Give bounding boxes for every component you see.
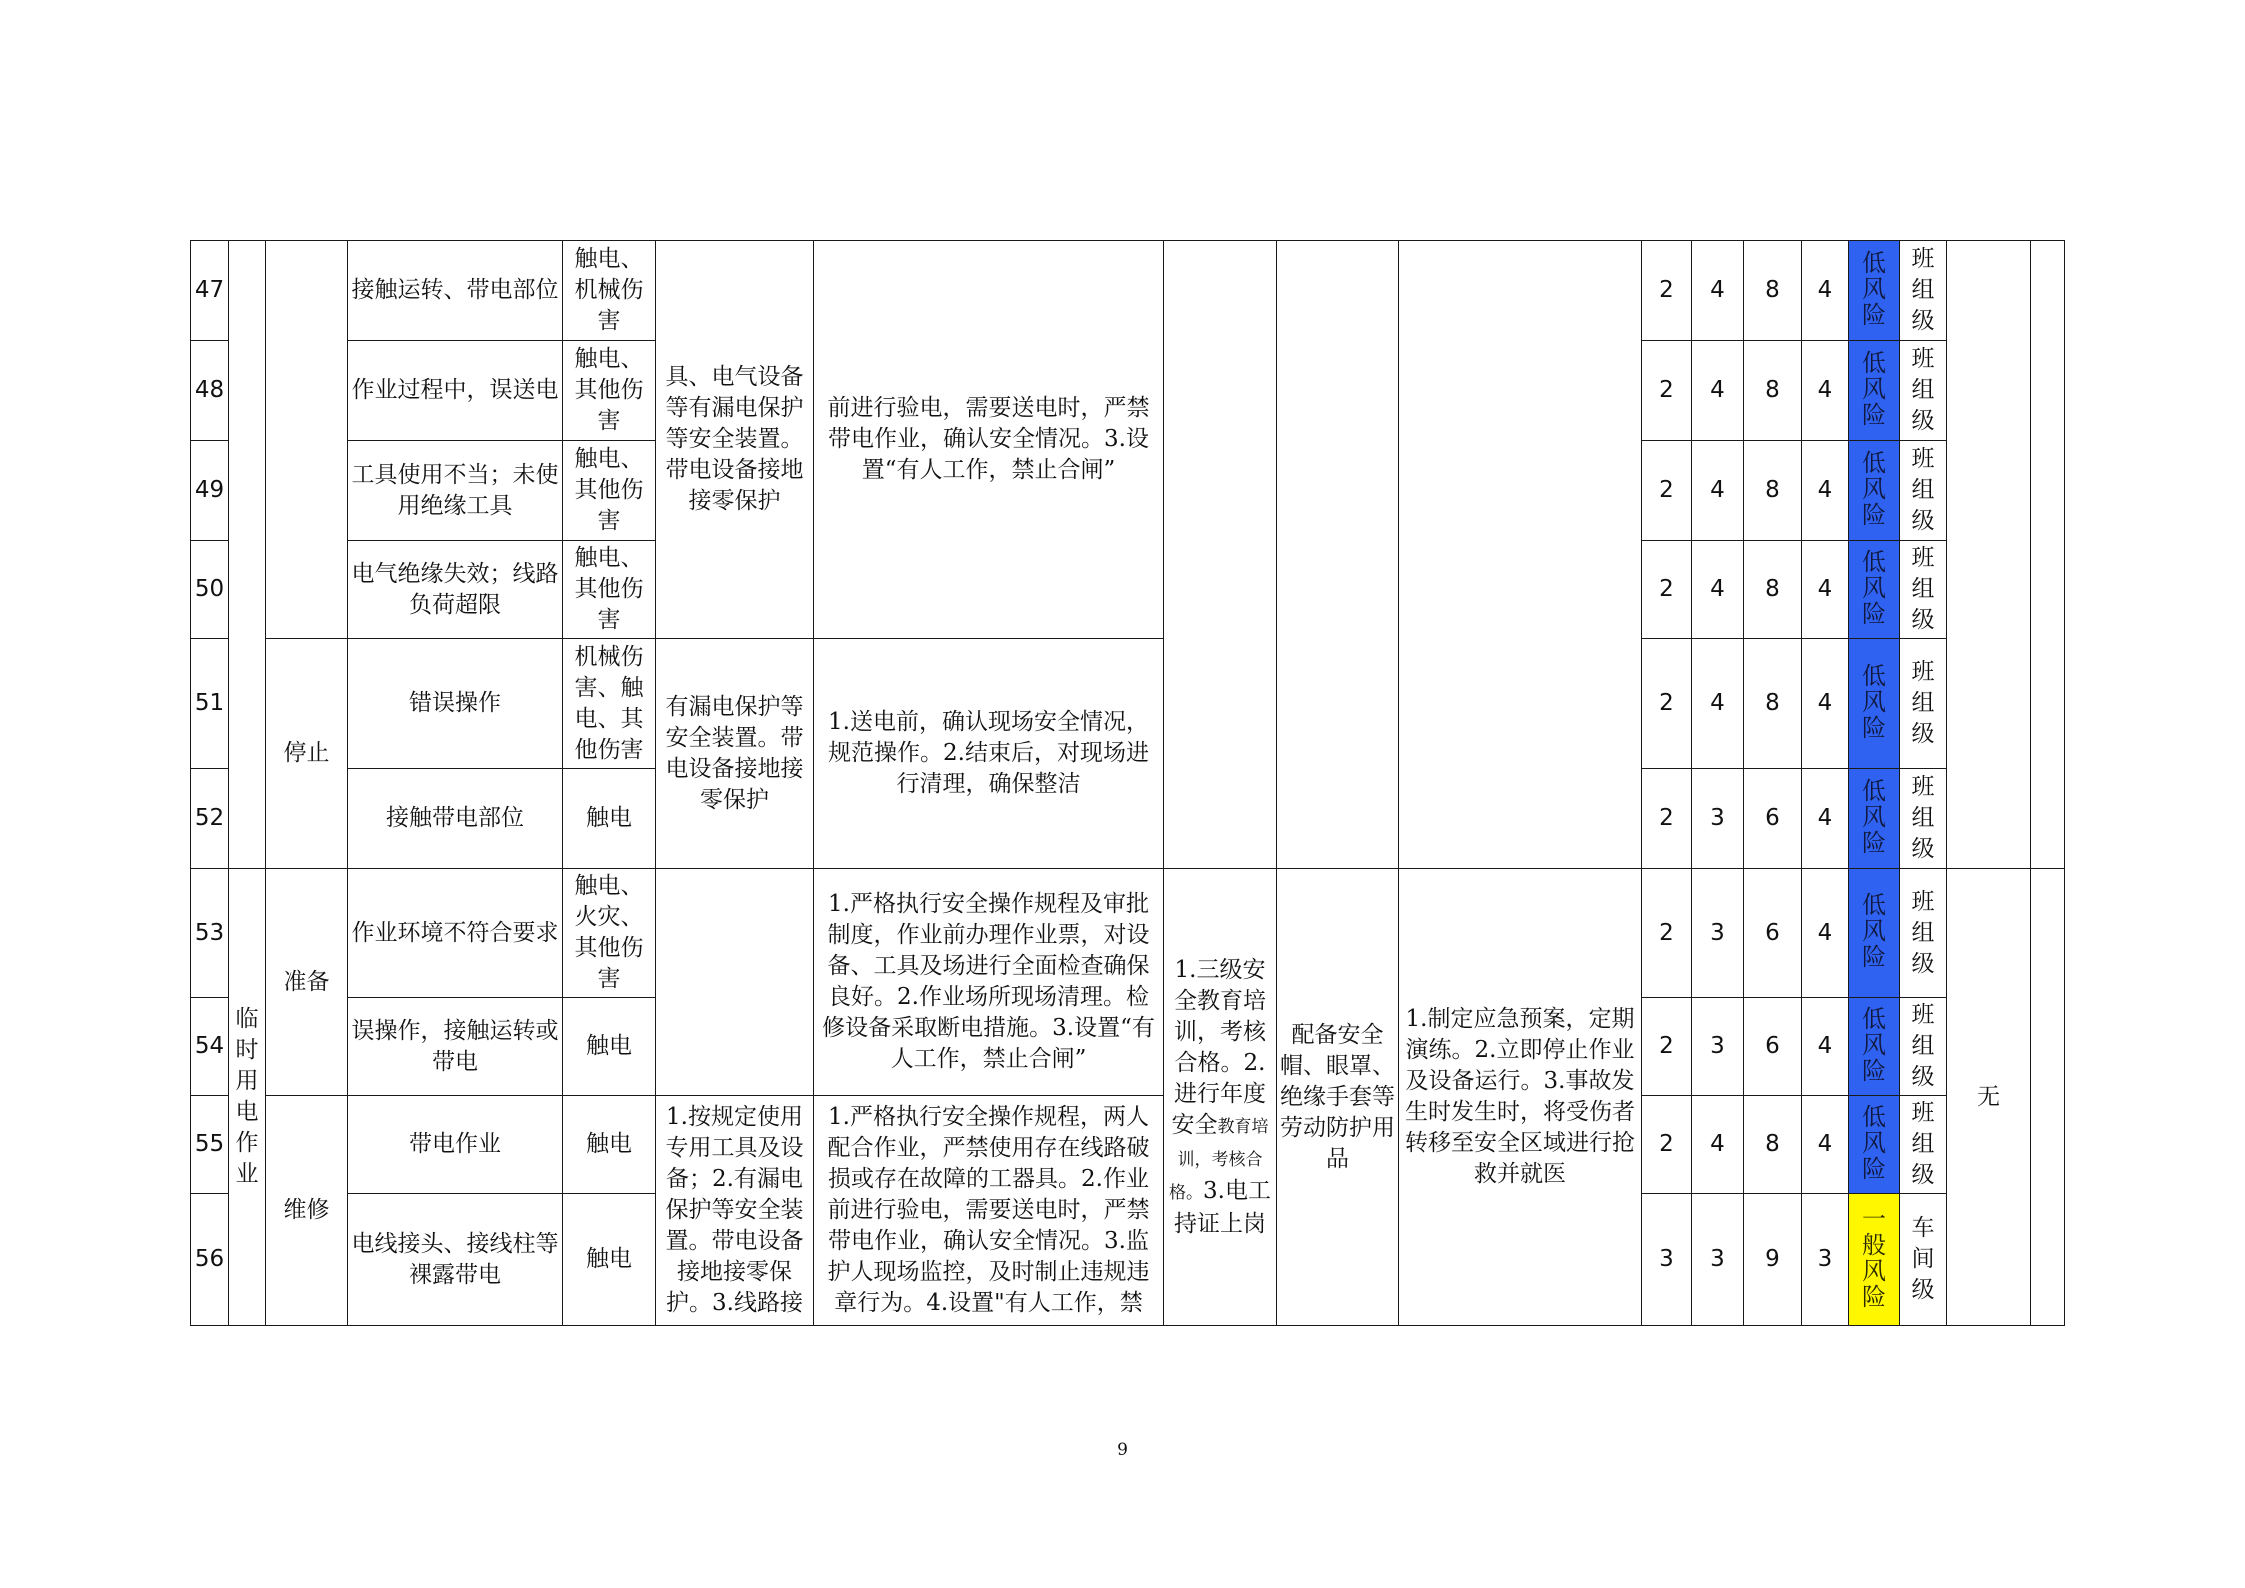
exposure-cell: 4 (1692, 241, 1744, 341)
risk-level-label: 低风险 (1861, 661, 1886, 742)
control-level-cell (1900, 769, 1947, 869)
exposure-cell: 4 (1692, 341, 1744, 441)
hazard-cell: 接触带电部位 (348, 769, 563, 869)
training-text-2: 教育培训，考核合格。 (1169, 1116, 1269, 1203)
row-number: 51 (191, 639, 229, 769)
hazard-cell: 作业过程中，误送电 (348, 341, 563, 441)
risk-value-cell: 3 (1802, 1194, 1849, 1326)
consequence-cell: 9 (1744, 1194, 1802, 1326)
accident-type-cell: 触电、其他伤害 (563, 541, 656, 639)
activity-cell-blank (229, 241, 266, 869)
table-row (191, 869, 2065, 998)
exposure-cell: 3 (1692, 769, 1744, 869)
exposure-cell: 4 (1692, 441, 1744, 541)
exposure-cell: 3 (1692, 1194, 1744, 1326)
consequence-cell: 8 (1744, 441, 1802, 541)
exposure-cell: 4 (1692, 639, 1744, 769)
risk-value-cell: 4 (1802, 341, 1849, 441)
extra-cell-blank (2031, 869, 2065, 1326)
consequence-cell: 6 (1744, 869, 1802, 998)
consequence-cell: 8 (1744, 1096, 1802, 1194)
ppe-cell: 配备安全帽、眼罩、绝缘手套等劳动防护用品 (1277, 869, 1399, 1326)
accident-type-cell: 触电 (563, 998, 656, 1096)
step-cell: 准备 (266, 869, 348, 1096)
table-row (191, 1096, 2065, 1194)
row-number: 47 (191, 241, 229, 341)
consequence-cell: 8 (1744, 639, 1802, 769)
likelihood-cell: 2 (1642, 541, 1692, 639)
control-level-label: 班组级 (1911, 545, 1935, 633)
exposure-cell: 4 (1692, 1096, 1744, 1194)
table-row (191, 639, 2065, 769)
accident-type-cell: 触电 (563, 769, 656, 869)
consequence-cell: 6 (1744, 998, 1802, 1096)
likelihood-cell: 2 (1642, 639, 1692, 769)
exposure-cell: 3 (1692, 998, 1744, 1096)
accident-type-cell: 触电 (563, 1096, 656, 1194)
likelihood-cell: 2 (1642, 869, 1692, 998)
management-measures-cell: 1.送电前，确认现场安全情况，规范操作。2.结束后，对现场进行清理，确保整洁 (814, 639, 1164, 869)
hazard-cell: 误操作，接触运转或带电 (348, 998, 563, 1096)
risk-value-cell: 4 (1802, 639, 1849, 769)
row-number: 54 (191, 998, 229, 1096)
hazard-cell: 接触运转、带电部位 (348, 241, 563, 341)
page-number: 9 (1117, 1440, 1128, 1460)
control-level-cell (1900, 639, 1947, 769)
accident-type-cell: 触电、其他伤害 (563, 441, 656, 541)
risk-level-label: 低风险 (1861, 776, 1886, 857)
risk-value-cell: 4 (1802, 541, 1849, 639)
risk-level-label: 低风险 (1861, 448, 1886, 529)
activity-cell (229, 869, 266, 1326)
emergency-cell: 1.制定应急预案，定期演练。2.立即停止作业及设备运行。3.事故发生时发生时，将受伤者转移至安全区域进行抢救并就医 (1399, 869, 1642, 1326)
consequence-cell: 8 (1744, 341, 1802, 441)
control-level-label: 车间级 (1911, 1215, 1935, 1303)
engineering-measures-cell: 有漏电保护等安全装置。带电设备接地接零保护 (656, 639, 814, 869)
risk-value-cell: 4 (1802, 241, 1849, 341)
risk-level-cell (1849, 441, 1900, 541)
risk-value-cell: 4 (1802, 769, 1849, 869)
management-measures-cell: 前进行验电，需要送电时，严禁带电作业，确认安全情况。3.设置“有人工作，禁止合闸” (814, 241, 1164, 639)
likelihood-cell: 2 (1642, 441, 1692, 541)
accident-type-cell: 机械伤害、触电、其他伤害 (563, 639, 656, 769)
remark-cell: 无 (1947, 869, 2031, 1326)
control-level-label: 班组级 (1911, 446, 1935, 534)
training-cell-blank (1164, 241, 1277, 869)
risk-level-label: 低风险 (1861, 248, 1886, 329)
row-number: 53 (191, 869, 229, 998)
risk-level-cell (1849, 639, 1900, 769)
risk-level-cell (1849, 869, 1900, 998)
engineering-measures-cell: 具、电气设备等有漏电保护等安全装置。带电设备接地接零保护 (656, 241, 814, 639)
control-level-label: 班组级 (1911, 346, 1935, 434)
management-measures-cell: 1.严格执行安全操作规程及审批制度，作业前办理作业票，对设备、工具及场进行全面检查确保良好。2.作业场所现场清理。检修设备采取断电措施。3.设置“有人工作，禁止合闸” (814, 869, 1164, 1096)
training-cell (1164, 869, 1277, 1326)
training-text-1: 1.三级安全教育培训，考核合格。2.进行年度安全 (1171, 956, 1266, 1138)
control-level-cell (1900, 441, 1947, 541)
hazard-cell: 错误操作 (348, 639, 563, 769)
engineering-measures-cell-blank (656, 869, 814, 1096)
consequence-cell: 6 (1744, 769, 1802, 869)
step-cell: 停止 (266, 639, 348, 869)
step-cell-blank (266, 241, 348, 639)
row-number: 50 (191, 541, 229, 639)
risk-level-label: 一般风险 (1861, 1204, 1886, 1311)
control-level-cell (1900, 998, 1947, 1096)
control-level-cell (1900, 241, 1947, 341)
risk-level-cell (1849, 1194, 1900, 1326)
step-cell: 维修 (266, 1096, 348, 1326)
risk-level-label: 低风险 (1861, 1102, 1886, 1183)
management-measures-cell: 1.严格执行安全操作规程，两人配合作业，严禁使用存在线路破损或存在故障的工器具。2.作业前进行验电，需要送电时，严禁带电作业，确认安全情况。3.监护人现场监控，及时制止违规违章行为。4.设置"有人工作，禁 (814, 1096, 1164, 1326)
risk-value-cell: 4 (1802, 998, 1849, 1096)
hazard-cell: 工具使用不当；未使用绝缘工具 (348, 441, 563, 541)
table-row (191, 241, 2065, 341)
risk-level-label: 低风险 (1861, 348, 1886, 429)
control-level-cell (1900, 869, 1947, 998)
likelihood-cell: 2 (1642, 241, 1692, 341)
control-level-label: 班组级 (1911, 888, 1935, 977)
exposure-cell: 4 (1692, 541, 1744, 639)
likelihood-cell: 2 (1642, 769, 1692, 869)
row-number: 56 (191, 1194, 229, 1326)
row-number: 48 (191, 341, 229, 441)
control-level-cell (1900, 1194, 1947, 1326)
risk-level-label: 低风险 (1861, 1004, 1886, 1085)
hazard-cell: 作业环境不符合要求 (348, 869, 563, 998)
exposure-cell: 3 (1692, 869, 1744, 998)
risk-level-label: 低风险 (1861, 547, 1886, 628)
risk-value-cell: 4 (1802, 441, 1849, 541)
consequence-cell: 8 (1744, 241, 1802, 341)
control-level-label: 班组级 (1911, 659, 1935, 747)
accident-type-cell: 触电 (563, 1194, 656, 1326)
accident-type-cell: 触电、机械伤害 (563, 241, 656, 341)
accident-type-cell: 触电、火灾、其他伤害 (563, 869, 656, 998)
control-level-label: 班组级 (1911, 1002, 1935, 1090)
risk-level-cell (1849, 241, 1900, 341)
emergency-cell-blank (1399, 241, 1642, 869)
risk-level-cell (1849, 541, 1900, 639)
control-level-label: 班组级 (1911, 1100, 1935, 1188)
hazard-cell: 带电作业 (348, 1096, 563, 1194)
hazard-cell: 电气绝缘失效；线路负荷超限 (348, 541, 563, 639)
ppe-cell-blank (1277, 241, 1399, 869)
likelihood-cell: 2 (1642, 341, 1692, 441)
control-level-label: 班组级 (1911, 774, 1935, 862)
training-text-3: 3.电工持证上岗 (1174, 1177, 1271, 1237)
activity-label: 临时用电作业 (235, 1006, 259, 1187)
remark-cell-blank (1947, 241, 2031, 869)
risk-level-cell (1849, 1096, 1900, 1194)
risk-level-cell (1849, 769, 1900, 869)
control-level-cell (1900, 1096, 1947, 1194)
risk-level-cell (1849, 998, 1900, 1096)
likelihood-cell: 2 (1642, 1096, 1692, 1194)
likelihood-cell: 3 (1642, 1194, 1692, 1326)
row-number: 52 (191, 769, 229, 869)
control-level-label: 班组级 (1911, 246, 1935, 334)
hazard-cell: 电线接头、接线柱等裸露带电 (348, 1194, 563, 1326)
risk-value-cell: 4 (1802, 1096, 1849, 1194)
risk-assessment-table (190, 240, 2065, 1326)
row-number: 55 (191, 1096, 229, 1194)
row-number: 49 (191, 441, 229, 541)
accident-type-cell: 触电、其他伤害 (563, 341, 656, 441)
extra-cell-blank (2031, 241, 2065, 869)
consequence-cell: 8 (1744, 541, 1802, 639)
likelihood-cell: 2 (1642, 998, 1692, 1096)
engineering-measures-cell: 1.按规定使用专用工具及设备；2.有漏电保护等安全装置。带电设备接地接零保护。3.线路接 (656, 1096, 814, 1326)
control-level-cell (1900, 541, 1947, 639)
risk-value-cell: 4 (1802, 869, 1849, 998)
risk-level-label: 低风险 (1861, 891, 1886, 971)
control-level-cell (1900, 341, 1947, 441)
risk-level-cell (1849, 341, 1900, 441)
